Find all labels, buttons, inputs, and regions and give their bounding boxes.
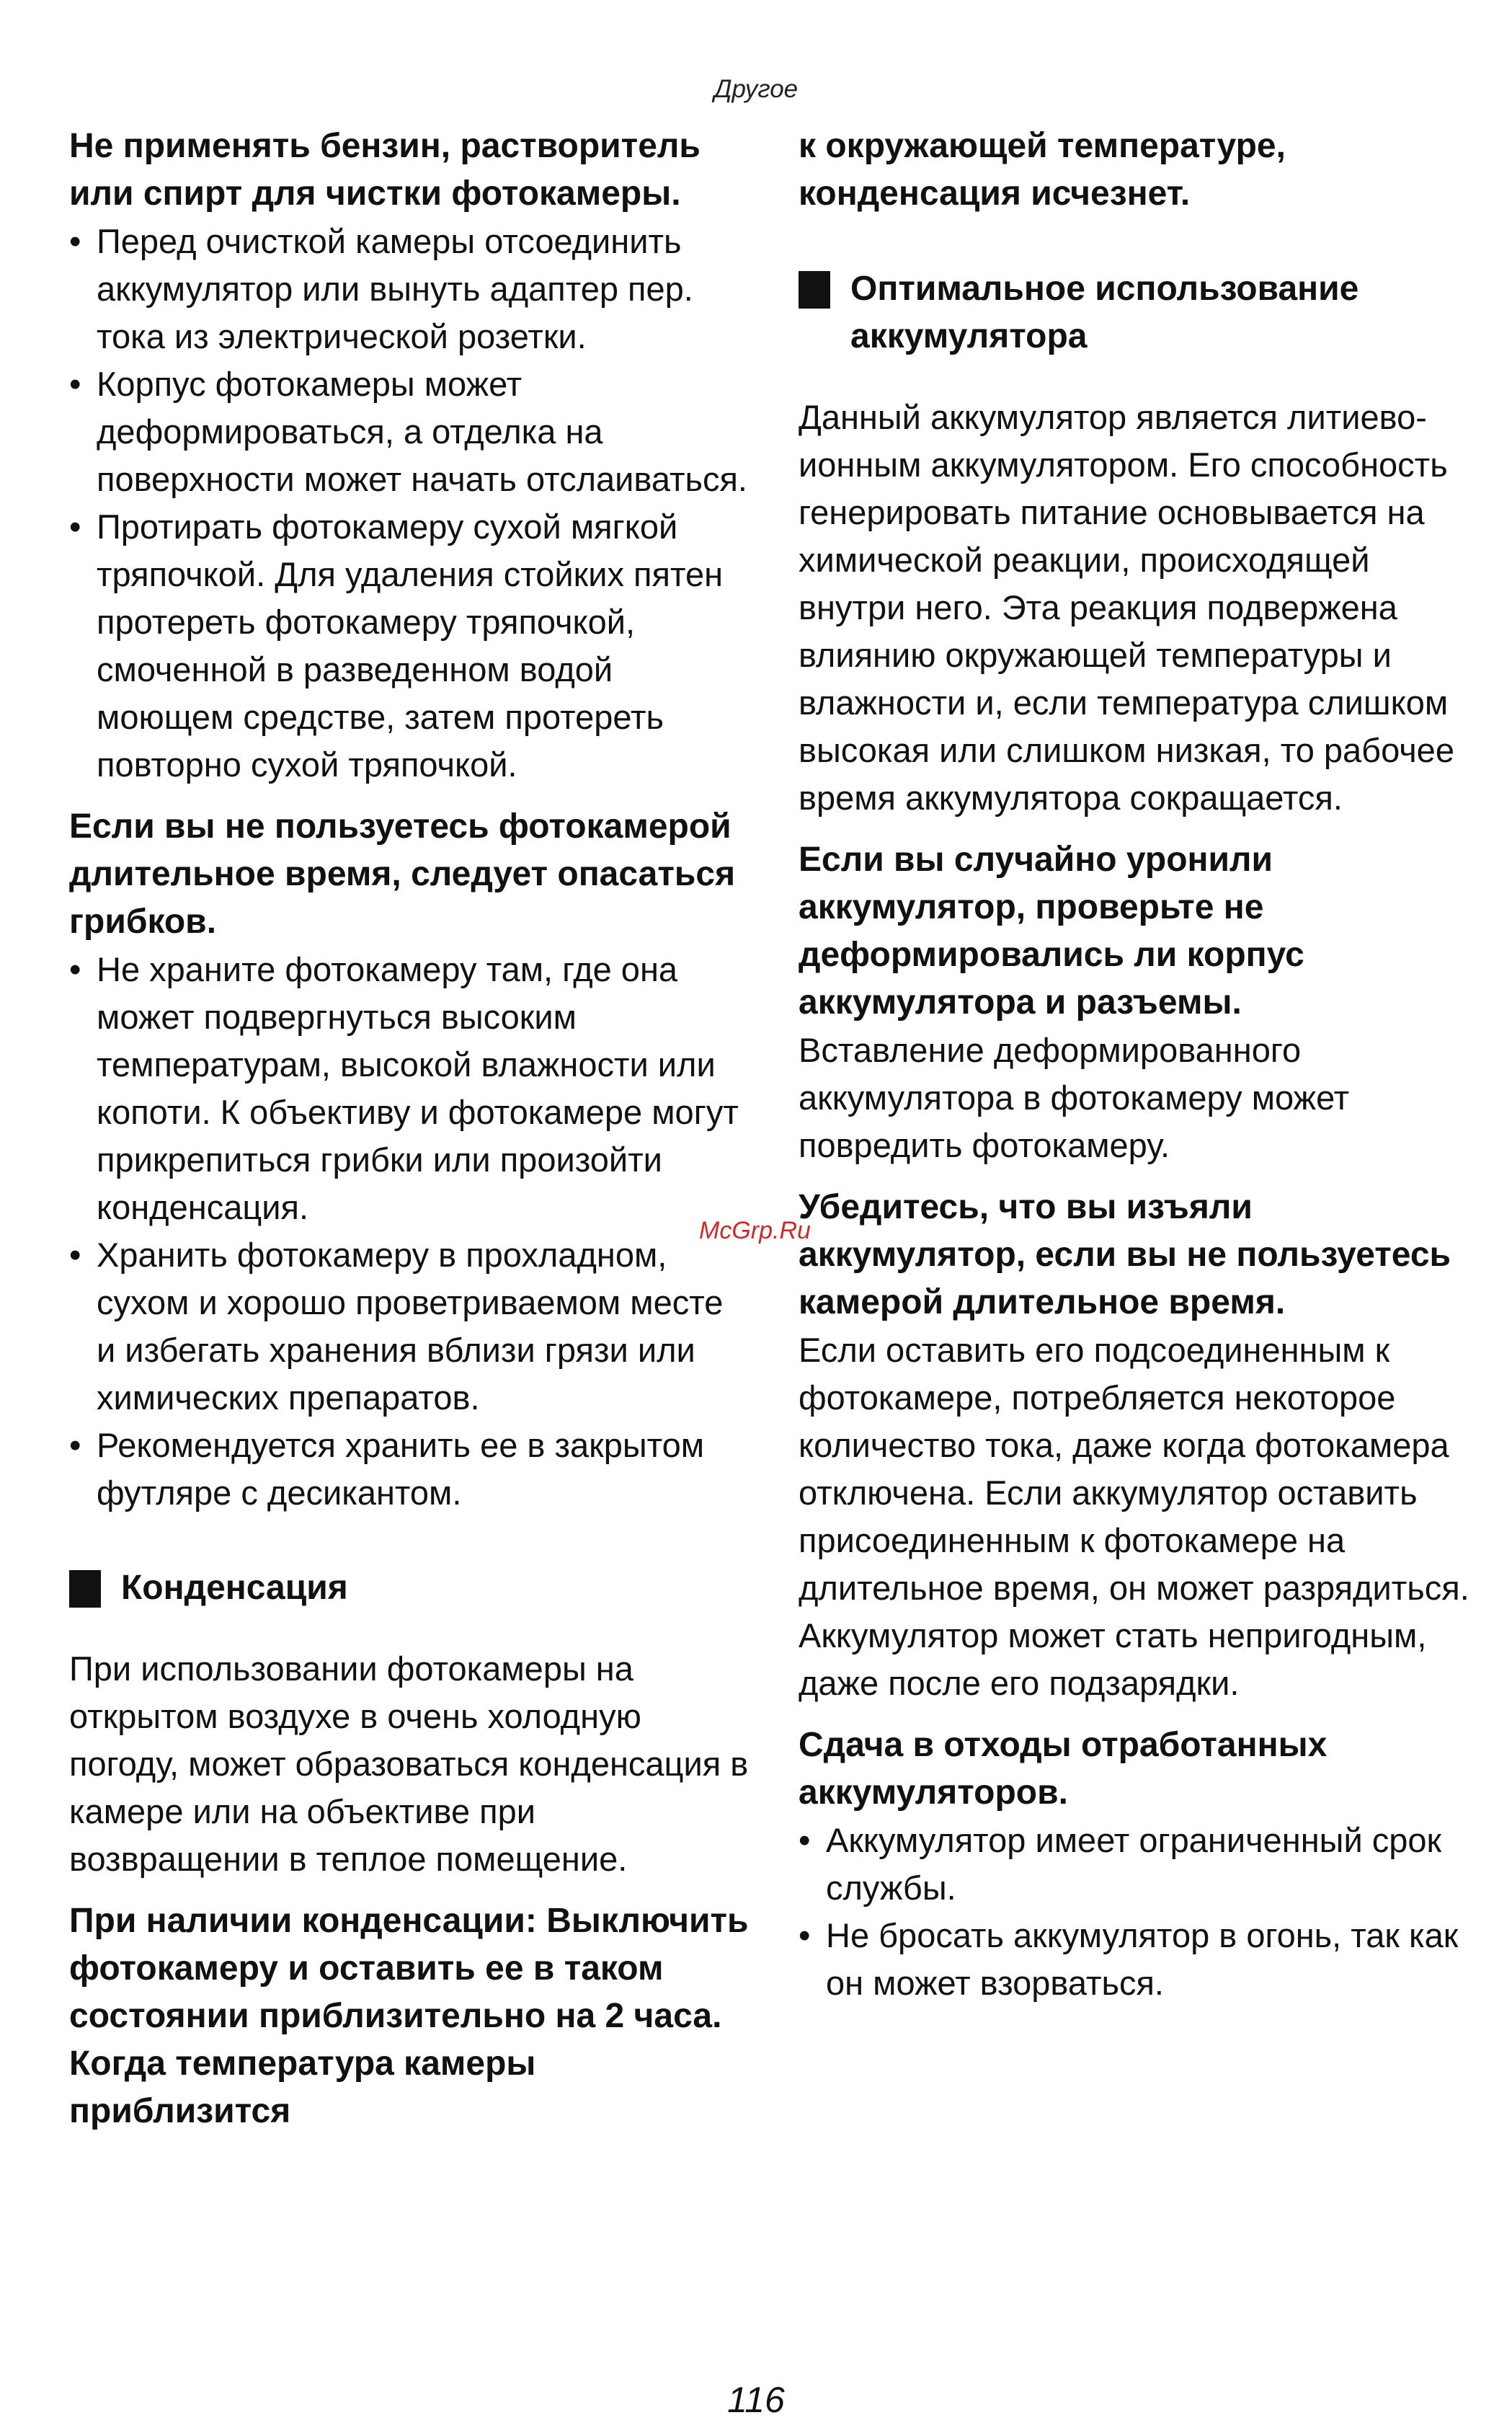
bullet-icon: • — [69, 1236, 81, 1274]
section-heading-battery: Оптимальное использование аккумулятора — [799, 265, 1476, 360]
condensation-instructions-continued: к окружающей температуре, конденсация исчезнет. — [799, 127, 1286, 213]
disposal-bullet-list — [799, 1817, 1476, 2007]
list-item: • Хранить фотокамеру в прохладном, сухом и хорошо проветриваемом месте и избегать хранения вблизи грязи или химических препаратов. — [69, 1231, 751, 1422]
list-item: • Корпус фотокамеры может деформироваться, а отделка на поверхности может начать отслаиваться. — [69, 360, 751, 503]
list-item: • Аккумулятор имеет ограниченный срок службы. — [799, 1817, 1476, 1912]
bullet-icon: • — [69, 508, 81, 546]
section-heading-condensation: Конденсация — [69, 1564, 751, 1612]
list-item: • Перед очисткой камеры отсоединить аккумулятор или вынуть адаптер пер. тока из электрической розетки. — [69, 218, 751, 360]
condensation-instructions: При наличии конденсации: Выключить фотокамеру и оставить ее в таком состоянии приблизительно на 2 часа. Когда температура камеры приблизится — [69, 1902, 749, 2130]
bullet-icon: • — [799, 1916, 811, 1954]
cleaning-warning-title: Не применять бензин, растворитель или спирт для чистки фотокамеры. — [69, 127, 701, 213]
running-header: Другое — [713, 75, 799, 103]
bullet-icon: • — [799, 1821, 811, 1859]
remove-battery-title: Убедитесь, что вы изъяли аккумулятор, если вы не пользуетесь камерой длительное время. — [799, 1188, 1451, 1321]
remove-battery-paragraph: Если оставить его подсоединенным к фотокамере, потребляется некоторое количество тока, даже когда фотокамера отключена. Если аккумулятор оставить присоединенным к фотокамере на длительное время, он может разрядиться. Аккумулятор может стать непригодным, даже после его подзарядки. — [799, 1331, 1469, 1702]
battery-paragraph: Данный аккумулятор является литиево-ионным аккумулятором. Его способность генерировать питание основывается на химической реакции, происходящей внутри него. Эта реакция подвержена влиянию окружающей температуры и влажности и, если температура слишком высокая или слишком низкая, то рабочее время аккумулятора сокращается. — [799, 398, 1454, 817]
condensation-paragraph: При использовании фотокамеры на открытом воздухе в очень холодную погоду, может образоваться конденсация в камере или на объективе при возвращении в теплое помещение. — [69, 1649, 749, 1878]
section-marker-icon — [799, 271, 830, 309]
page-number: 116 — [727, 2380, 785, 2420]
bullet-icon: • — [69, 365, 81, 403]
bullet-icon: • — [69, 950, 81, 988]
left-column — [69, 123, 751, 2135]
bullet-icon: • — [69, 1426, 81, 1464]
list-item: • Не бросать аккумулятор в огонь, так как он может взорваться. — [799, 1912, 1476, 2007]
cleaning-bullet-list — [69, 218, 751, 789]
section-marker-icon — [69, 1570, 101, 1608]
list-item: • Не храните фотокамеру там, где она может подвергнуться высоким температурам, высокой влажности или копоти. К объективу и фотокамере могут прикрепиться грибки или произойти конденсация. — [69, 946, 751, 1231]
watermark: McGrp.Ru — [699, 1217, 811, 1244]
list-item: • Рекомендуется хранить ее в закрытом футляре с десикантом. — [69, 1422, 751, 1517]
list-item: • Протирать фотокамеру сухой мягкой тряпочкой. Для удаления стойких пятен протереть фотокамеру тряпочкой, смоченной в разведенном водой моющем средстве, затем протереть повторно сухой тряпочкой. — [69, 503, 751, 789]
right-column — [799, 123, 1476, 2007]
storage-bullet-list — [69, 946, 751, 1517]
bullet-icon: • — [69, 222, 81, 260]
dropped-battery-paragraph: Вставление деформированного аккумулятора в фотокамеру может повредить фотокамеру. — [799, 1031, 1350, 1164]
fungus-warning-title: Если вы не пользуетесь фотокамерой длительное время, следует опасаться грибков. — [69, 807, 736, 941]
dropped-battery-title: Если вы случайно уронили аккумулятор, проверьте не деформировались ли корпус аккумулятора и разъемы. — [799, 841, 1304, 1022]
disposal-title: Сдача в отходы отработанных аккумуляторов. — [799, 1726, 1328, 1812]
